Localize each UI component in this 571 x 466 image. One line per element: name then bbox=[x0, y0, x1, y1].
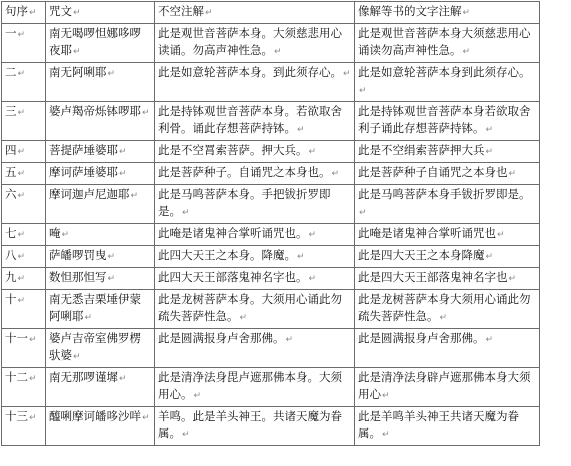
sutra-annotation-table bbox=[1, 1, 540, 446]
cell-bukong: 此唵是诸鬼神合掌听诵咒也。↵ bbox=[155, 224, 355, 246]
table-row bbox=[2, 329, 540, 368]
cell-other: 此是菩萨种子自诵咒之本身也↵ bbox=[355, 163, 540, 185]
cell-index: 五↵ bbox=[2, 163, 46, 185]
cell-other: 此是不空绢索菩萨押大兵↵ bbox=[355, 141, 540, 163]
cell-bukong: 羊鸣。此是羊头神王。共诸天魔为眷属。↵ bbox=[155, 407, 355, 446]
cell-other: 此是马鸣菩萨本身手钹折罗即是。↵ bbox=[355, 185, 540, 224]
cell-mantra: 婆卢吉帝室佛罗楞驮婆↵ bbox=[46, 329, 155, 368]
cell-bukong: 此是圆满报身卢舍那佛。↵ bbox=[155, 329, 355, 368]
cell-index: 十三↵ bbox=[2, 407, 46, 446]
cell-bukong: 此是马鸣菩萨本身。手把钹折罗即是。↵ bbox=[155, 185, 355, 224]
cell-bukong: 此是清净法身毘卢遮那佛本身。大须用心。↵ bbox=[155, 368, 355, 407]
cell-other: 此是四大天王之本身降魔↵ bbox=[355, 246, 540, 268]
cell-index: 三↵ bbox=[2, 102, 46, 141]
cell-other: 此是持钵观世音菩萨本身若欲取舍利子诵此存想菩萨持钵。↵ bbox=[355, 102, 540, 141]
cell-index: 四↵ bbox=[2, 141, 46, 163]
cell-index: 十一↵ bbox=[2, 329, 46, 368]
table-row bbox=[2, 185, 540, 224]
cell-other: 此是如意轮菩萨本身到此须存心。↵ bbox=[355, 63, 540, 102]
cell-mantra: 醯唎摩诃皤哆沙咩↵ bbox=[46, 407, 155, 446]
table-row bbox=[2, 24, 540, 63]
table-row bbox=[2, 290, 540, 329]
cell-bukong: 此是菩萨种子。自诵咒之本身也。↵ bbox=[155, 163, 355, 185]
cell-other: 此是羊鸣羊头神王共诸天魔为眷属。↵ bbox=[355, 407, 540, 446]
cell-mantra: 菩提萨埵婆耶↵ bbox=[46, 141, 155, 163]
cell-index: 六↵ bbox=[2, 185, 46, 224]
header-cell-index: 句序↵ bbox=[2, 2, 46, 24]
cell-index: 二↵ bbox=[2, 63, 46, 102]
cell-index: 十↵ bbox=[2, 290, 46, 329]
cell-mantra: 婆卢羯帝烁钵啰耶↵ bbox=[46, 102, 155, 141]
cell-bukong: 此四大天王部落鬼神名字也。↵ bbox=[155, 268, 355, 290]
header-row bbox=[2, 2, 540, 24]
header-cell-other: 像解等书的文字注解↵ bbox=[355, 2, 540, 24]
cell-bukong: 此是持钵观世音菩萨本身。若欲取舍利骨。诵此存想菩萨持钵。↵ bbox=[155, 102, 355, 141]
cell-mantra: 摩诃迦卢尼迦耶↵ bbox=[46, 185, 155, 224]
cell-other: 此是圆满报身卢舍那佛。↵ bbox=[355, 329, 540, 368]
cell-index: 十二↵ bbox=[2, 368, 46, 407]
cell-mantra: 南无喝啰怛娜哆啰夜耶↵ bbox=[46, 24, 155, 63]
table-row bbox=[2, 368, 540, 407]
cell-other: 此唵是诸鬼神合掌听诵咒也↵ bbox=[355, 224, 540, 246]
cell-other: 此是清净法身辟卢遮那佛本身大须用心↵ bbox=[355, 368, 540, 407]
table-row bbox=[2, 224, 540, 246]
cell-mantra: 南无悉吉栗埵伊蒙阿唎耶↵ bbox=[46, 290, 155, 329]
cell-bukong: 此是龙树菩萨本身。大须用心诵此勿疏失菩萨性急。↵ bbox=[155, 290, 355, 329]
cell-other: 此是观世音菩萨本身大须慈悲用心诵读勿高声神性急。↵ bbox=[355, 24, 540, 63]
header-cell-mantra: 咒文↵ bbox=[46, 2, 155, 24]
cell-bukong: 此是如意轮菩萨本身。到此须存心。↵ bbox=[155, 63, 355, 102]
cell-mantra: 南无阿唎耶↵ bbox=[46, 63, 155, 102]
cell-mantra: 数怛那怛写↵ bbox=[46, 268, 155, 290]
table-row bbox=[2, 102, 540, 141]
cell-bukong: 此是观世音菩萨本身。大须慈悲用心读诵。勿高声神性急。↵ bbox=[155, 24, 355, 63]
cell-index: 九↵ bbox=[2, 268, 46, 290]
table-row bbox=[2, 268, 540, 290]
cell-bukong: 此四大天王之本身。降魔。↵ bbox=[155, 246, 355, 268]
header-cell-bukong: 不空注解↵ bbox=[155, 2, 355, 24]
table-row bbox=[2, 407, 540, 446]
table-row bbox=[2, 63, 540, 102]
cell-mantra: 南无那啰谨墀↵ bbox=[46, 368, 155, 407]
table-row bbox=[2, 163, 540, 185]
cell-mantra: 唵↵ bbox=[46, 224, 155, 246]
table-row bbox=[2, 246, 540, 268]
cell-other: 此是四大天王部落鬼神名字也↵ bbox=[355, 268, 540, 290]
cell-mantra: 摩诃萨埵婆耶↵ bbox=[46, 163, 155, 185]
cell-mantra: 萨皤啰罚曳↵ bbox=[46, 246, 155, 268]
cell-index: 七↵ bbox=[2, 224, 46, 246]
table-row bbox=[2, 141, 540, 163]
cell-other: 此是龙树菩萨本身大须用心诵此勿疏失菩萨性急。↵ bbox=[355, 290, 540, 329]
cell-bukong: 此是不空罥索菩萨。押大兵。↵ bbox=[155, 141, 355, 163]
cell-index: 八↵ bbox=[2, 246, 46, 268]
cell-index: 一↵ bbox=[2, 24, 46, 63]
